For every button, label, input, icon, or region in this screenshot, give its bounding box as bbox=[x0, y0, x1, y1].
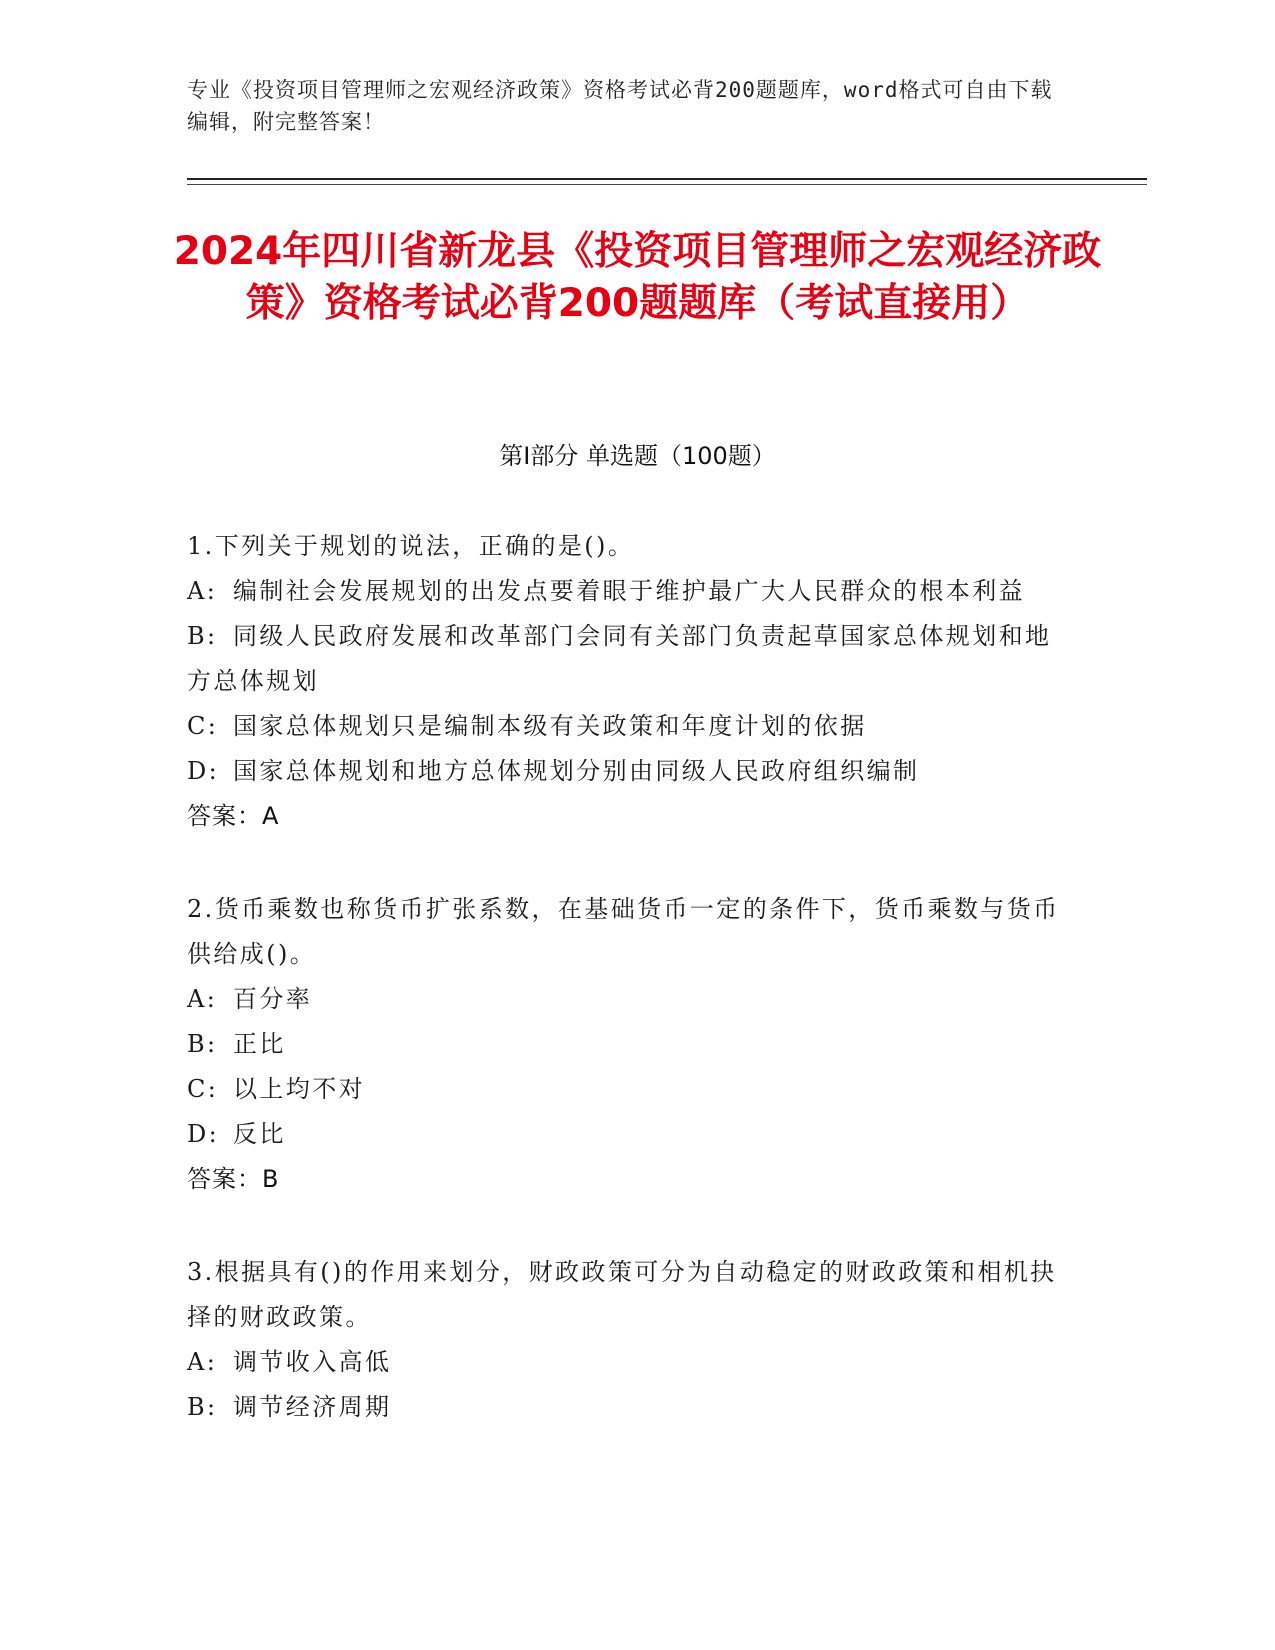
option-text: 反比 bbox=[233, 1120, 286, 1148]
option-key: C: bbox=[187, 1075, 219, 1103]
option-b bbox=[187, 614, 1067, 704]
option-text: 国家总体规划只是编制本级有关政策和年度计划的依据 bbox=[233, 712, 867, 740]
option-key: D: bbox=[187, 757, 220, 785]
option-a bbox=[187, 569, 1067, 614]
option-key: B: bbox=[187, 1393, 218, 1421]
question-stem: 1.下列关于规划的说法，正确的是()。 bbox=[187, 532, 635, 560]
header-rule-thick bbox=[187, 178, 1147, 180]
option-key: B: bbox=[187, 622, 218, 650]
option-text: 调节收入高低 bbox=[233, 1348, 392, 1376]
option-b bbox=[187, 1385, 1067, 1430]
header-note: 专业《投资项目管理师之宏观经济政策》资格考试必背200题题库，word格式可自由下载编辑，附完整答案！ bbox=[187, 78, 1053, 134]
option-text: 百分率 bbox=[233, 985, 313, 1013]
question-3 bbox=[187, 1250, 1067, 1430]
question-2 bbox=[187, 887, 1067, 1202]
question-stem: 2.货币乘数也称货币扩张系数，在基础货币一定的条件下，货币乘数与货币供给成()。 bbox=[187, 895, 1060, 968]
option-text: 调节经济周期 bbox=[233, 1393, 392, 1421]
answer: 答案：B bbox=[187, 1165, 280, 1193]
option-key: D: bbox=[187, 1120, 220, 1148]
option-text: 编制社会发展规划的出发点要着眼于维护最广大人民群众的根本利益 bbox=[233, 577, 1025, 605]
option-key: A: bbox=[187, 985, 218, 1013]
option-c bbox=[187, 1067, 1067, 1112]
option-key: A: bbox=[187, 577, 218, 605]
option-d bbox=[187, 1112, 1067, 1157]
option-key: A: bbox=[187, 1348, 218, 1376]
option-a bbox=[187, 1340, 1067, 1385]
question-stem: 3.根据具有()的作用来划分，财政政策可分为自动稳定的财政政策和相机抉择的财政政策。 bbox=[187, 1258, 1057, 1331]
option-a bbox=[187, 977, 1067, 1022]
option-key: C: bbox=[187, 712, 219, 740]
option-c bbox=[187, 704, 1067, 749]
document-title: 2024年四川省新龙县《投资项目管理师之宏观经济政策》资格考试必背200题题库（考试直接用） bbox=[173, 229, 1102, 326]
option-b bbox=[187, 1022, 1067, 1067]
option-text: 同级人民政府发展和改革部门会同有关部门负责起草国家总体规划和地方总体规划 bbox=[187, 622, 1052, 695]
question-1 bbox=[187, 524, 1067, 839]
option-text: 以上均不对 bbox=[233, 1075, 365, 1103]
section-heading: 第I部分 单选题（100题） bbox=[499, 442, 776, 470]
option-d bbox=[187, 749, 1067, 794]
option-text: 国家总体规划和地方总体规划分别由同级人民政府组织编制 bbox=[233, 757, 920, 785]
question-list bbox=[187, 524, 1067, 1478]
option-text: 正比 bbox=[233, 1030, 286, 1058]
header-rule-thin bbox=[187, 184, 1147, 185]
answer: 答案：A bbox=[187, 802, 280, 830]
option-key: B: bbox=[187, 1030, 218, 1058]
